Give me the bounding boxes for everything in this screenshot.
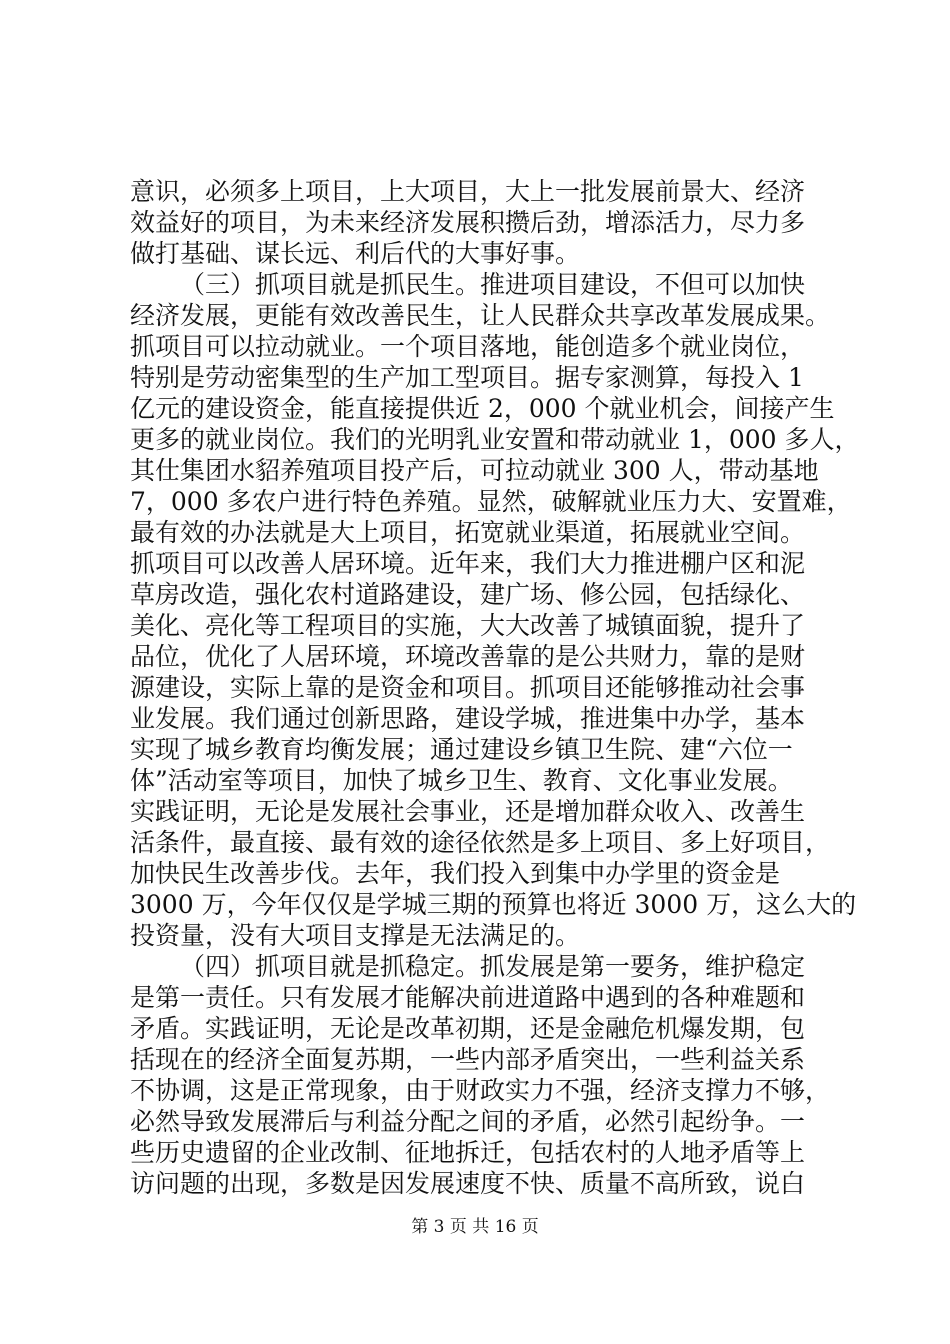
text-line: 实现了城乡教育均衡发展；通过建设乡镇卫生院、建“六位一 <box>130 735 793 764</box>
text-line: 些历史遗留的企业改制、征地拆迁，包括农村的人地矛盾等上 <box>130 1138 806 1167</box>
page-number-footer: 第 3 页 共 16 页 <box>411 1217 539 1237</box>
text-line: 7，000 多农户进行特色养殖。显然，破解就业压力大、安置难， <box>130 487 852 516</box>
text-line: 抓项目可以拉动就业。一个项目落地，能创造多个就业岗位， <box>130 332 806 361</box>
text-line: 是第一责任。只有发展才能解决前进道路中遇到的各种难题和 <box>130 983 806 1012</box>
text-line: 括现在的经济全面复苏期，一些内部矛盾突出，一些利益关系 <box>130 1045 806 1074</box>
text-line: 体”活动室等项目，加快了城乡卫生、教育、文化事业发展。 <box>130 766 793 795</box>
text-line: 活条件，最直接、最有效的途径依然是多上项目、多上好项目， <box>130 828 831 857</box>
text-line: 草房改造，强化农村道路建设，建广场、修公园，包括绿化、 <box>130 580 806 609</box>
text-line: 更多的就业岗位。我们的光明乳业安置和带动就业 1，000 多人， <box>130 425 860 454</box>
text-line: 3000 万，今年仅仅是学城三期的预算也将近 3000 万，这么大的 <box>130 890 857 919</box>
text-line: 必然导致发展滞后与利益分配之间的矛盾，必然引起纷争。一 <box>130 1107 806 1136</box>
text-line: 效益好的项目，为未来经济发展积攒后劲，增添活力，尽力多 <box>130 208 806 237</box>
text-line: 投资量，没有大项目支撑是无法满足的。 <box>130 921 581 950</box>
text-line: 意识，必须多上项目，上大项目，大上一批发展前景大、经济 <box>130 177 806 206</box>
text-line: 做打基础、谋长远、利后代的大事好事。 <box>130 239 581 268</box>
text-line: 抓项目可以改善人居环境。近年来，我们大力推进棚户区和泥 <box>130 549 806 578</box>
text-line: 业发展。我们通过创新思路，建设学城，推进集中办学，基本 <box>130 704 806 733</box>
text-line: 访问题的出现，多数是因发展速度不快、质量不高所致，说白 <box>130 1169 806 1198</box>
section-heading-line: （三）抓项目就是抓民生。推进项目建设，不但可以加快 <box>180 270 806 299</box>
text-line: 加快民生改善步伐。去年，我们投入到集中办学里的资金是 <box>130 859 781 888</box>
text-line: 品位，优化了人居环境，环境改善靠的是公共财力，靠的是财 <box>130 642 806 671</box>
text-line: 矛盾。实践证明，无论是改革初期，还是金融危机爆发期，包 <box>130 1014 806 1043</box>
body-text <box>130 176 860 1199</box>
text-line: 不协调，这是正常现象，由于财政实力不强，经济支撑力不够， <box>130 1076 831 1105</box>
text-line: 经济发展，更能有效改善民生，让人民群众共享改革发展成果。 <box>130 301 831 330</box>
section-heading-line: （四）抓项目就是抓稳定。抓发展是第一要务，维护稳定 <box>180 952 806 981</box>
text-line: 实践证明，无论是发展社会事业，还是增加群众收入、改善生 <box>130 797 806 826</box>
text-line: 亿元的建设资金，能直接提供近 2，000 个就业机会，间接产生 <box>130 394 835 423</box>
text-line: 美化、亮化等工程项目的实施，大大改善了城镇面貌，提升了 <box>130 611 806 640</box>
text-line: 源建设，实际上靠的是资金和项目。抓项目还能够推动社会事 <box>130 673 806 702</box>
text-line: 其仕集团水貂养殖项目投产后，可拉动就业 300 人，带动基地 <box>130 456 819 485</box>
text-line: 特别是劳动密集型的生产加工型项目。据专家测算，每投入 1 <box>130 363 804 392</box>
text-line: 最有效的办法就是大上项目，拓宽就业渠道，拓展就业空间。 <box>130 518 806 547</box>
